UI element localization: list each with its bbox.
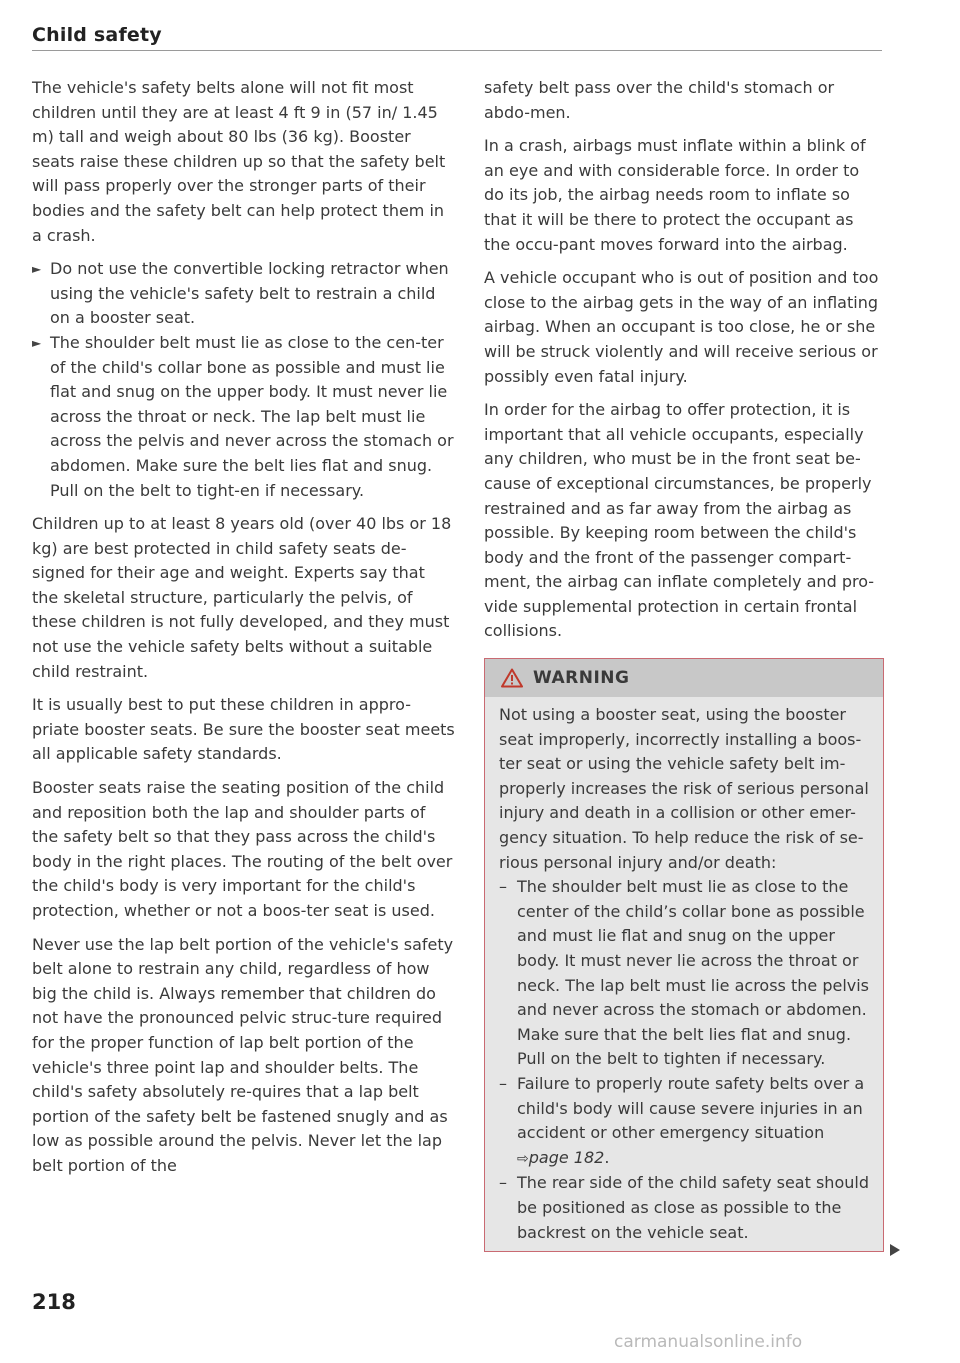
list-item — [32, 331, 456, 503]
continue-arrow-icon — [890, 1244, 900, 1256]
paragraph: The vehicle's safety belts alone will not fit most children until they are at least 4 ft 9 in (57 in/ 1.45 m) tall and weigh about 80 lbs (36 kg). Booster seats raise these children up so that the safety belt will pass properly over the stronger parts of their bodies and the safety belt can help protect them in a crash. — [32, 78, 446, 245]
list-item-text: The shoulder belt must lie as close to the cen-ter of the child's collar bone as possible and must lie flat and snug on the upper body. It must never lie across the throat or neck. The lap belt must lie across the pelvis and never across the stomach or abdomen. Make sure the belt lies flat and snug. Pull on the belt to tight-en if necessary. — [50, 332, 454, 500]
paragraph: Booster seats raise the seating position of the child and reposition both the lap and shoulder parts of the safety belt so that they pass across the child's body in the right places. The routing of the belt over the child's body is very important for the child's protection, whether or not a boos-ter seat is used. — [32, 778, 453, 920]
sentence-end: . — [604, 1147, 610, 1167]
paragraph: Children up to at least 8 years old (over 40 lbs or 18 kg) are best protected in child safety seats de-signed for their age and weight. Experts say that the skeletal structure, particularly the pelvis, of these children is not fully developed, and they must not use the vehicle safety belts without a suitable child restraint. — [32, 514, 452, 681]
section-title: Child safety — [32, 24, 162, 46]
arrow-bullet-icon: ► — [32, 335, 42, 350]
bullet-list — [32, 257, 456, 503]
right-column — [484, 76, 884, 1252]
dash-bullet: – — [499, 1173, 507, 1193]
page-reference-link[interactable]: page 182 — [528, 1147, 605, 1167]
dash-bullet: – — [499, 1073, 507, 1093]
paragraph: It is usually best to put these children in appro-priate booster seats. Be sure the booster seat meets all applicable safety standards. — [32, 695, 455, 764]
page-reference-arrow-icon: ⇨ — [517, 1150, 529, 1167]
list-item — [499, 1072, 869, 1171]
list-item-text: The rear side of the child safety seat should be positioned as close as possible to the backrest on the vehicle seat. — [517, 1173, 869, 1242]
warning-header — [485, 659, 883, 697]
watermark: carmanualsonline.info — [614, 1332, 803, 1352]
arrow-bullet-icon: ► — [32, 262, 42, 277]
warning-title: WARNING — [533, 667, 630, 688]
list-item — [32, 257, 456, 331]
warning-body — [485, 697, 883, 1251]
warning-intro: Not using a booster seat, using the booster seat improperly, incorrectly installing a boos-ter seat or using the vehicle safety belt im-properly increases the risk of serious personal injury and death in a collision or other emer-gency situation. To help reduce the risk of se-rious personal injury and/or death: — [499, 705, 869, 872]
paragraph: Never use the lap belt portion of the vehicle's safety belt alone to restrain any child, regardless of how big the child is. Always remember that children do not have the pronounced pelvic struc-ture required for the proper function of lap belt portion of the vehicle's three point lap and shoulder belts. The child's safety absolutely re-quires that a lap belt portion of the safety belt be fastened snugly and as low as possible around the pelvis. Never let the lap belt portion of the — [32, 934, 454, 1175]
paragraph: A vehicle occupant who is out of position and too close to the airbag gets in the way of an inflating airbag. When an occupant is too close, he or she will be struck violently and will receive serious or possibly even fatal injury. — [484, 268, 879, 386]
list-item — [499, 875, 869, 1072]
warning-list — [499, 875, 869, 1245]
dash-bullet: – — [499, 877, 507, 897]
paragraph: In a crash, airbags must inflate within a blink of an eye and with considerable force. In order to do its job, the airbag needs room to inflate so that it will be there to protect the occupant as the occu-pant moves forward into the airbag. — [484, 136, 866, 254]
list-item-text: Do not use the convertible locking retractor when using the vehicle's safety belt to restrain a child on a booster seat. — [50, 259, 449, 328]
paragraph: In order for the airbag to offer protection, it is important that all vehicle occupants, especially any children, who must be in the front seat be-cause of exceptional circumstances, be properly restrained and as far away from the airbag as possible. By keeping room between the child's body and the front of the passenger compart-ment, the airbag can inflate completely and pro-vide supplemental protection in certain frontal collisions. — [484, 400, 875, 641]
left-column — [32, 76, 456, 1188]
warning-triangle-icon — [501, 668, 523, 688]
list-item-text: The shoulder belt must lie as close to the center of the child’s collar bone as possible and must lie flat and snug on the upper body. It must never lie across the throat or neck. The lap belt must lie across the pelvis and never across the stomach or abdomen. Make sure that the belt lies flat and snug. Pull on the belt to tighten if necessary. — [517, 877, 870, 1069]
warning-box — [484, 658, 884, 1252]
list-item — [499, 1171, 869, 1245]
list-item-text: Failure to properly route safety belts over a child's body will cause severe injuries in an accident or other emergency situation — [517, 1073, 865, 1143]
paragraph: safety belt pass over the child's stomach or abdo-men. — [484, 78, 835, 122]
header-divider — [32, 50, 882, 51]
page-number: 218 — [32, 1290, 76, 1314]
